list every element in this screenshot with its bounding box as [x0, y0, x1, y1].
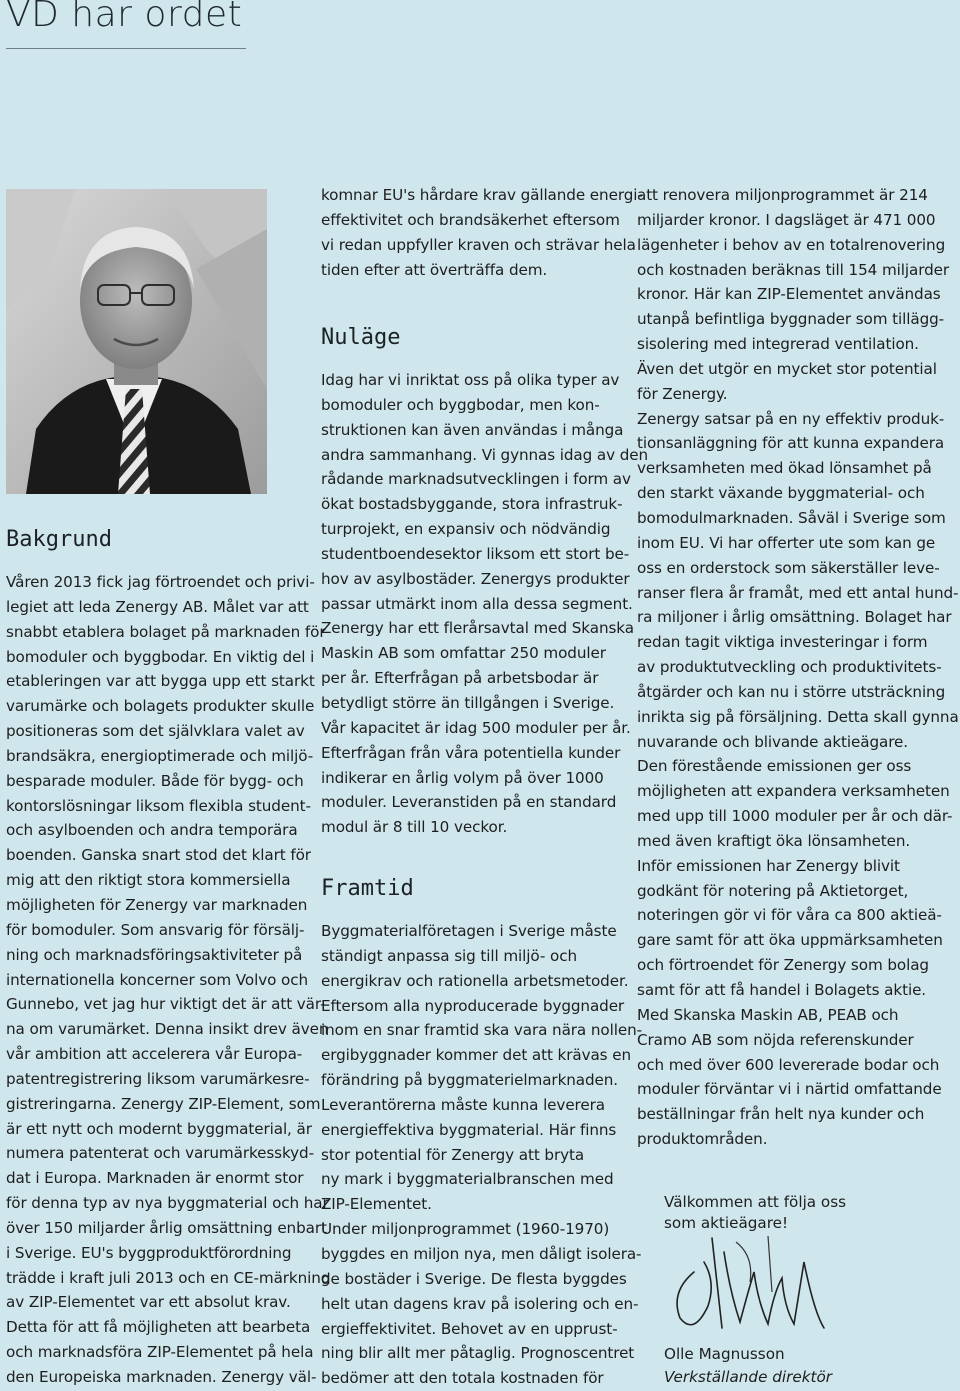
text-line: Under miljonprogrammet (1960-1970): [321, 1220, 610, 1239]
text-line: produktområden.: [637, 1130, 768, 1149]
text-line: per år. Efterfrågan på arbetsbodar är: [321, 669, 599, 688]
text-line: bedömer att den totala kostnaden för: [321, 1369, 604, 1388]
text-line: positioneras som det självklara valet av: [6, 722, 305, 741]
text-line: helt utan dagens krav på isolering och en-: [321, 1294, 639, 1313]
text-line: andra sammanhang. Vi gynnas idag av den: [321, 445, 649, 464]
text-line: noteringen gör vi för våra ca 800 aktieä-: [637, 906, 942, 925]
text-line: Eftersom alla nyproducerade byggnader: [321, 996, 625, 1015]
text-line: att renovera miljonprogrammet är 214: [637, 186, 928, 204]
text-line: inom en snar framtid ska vara nära nollen-: [321, 1021, 642, 1040]
text-line: byggdes en miljon nya, men dåligt isolera-: [321, 1244, 642, 1263]
text-line: Cramo AB som nöjda referenskunder: [637, 1030, 914, 1049]
text-line: Med Skanska Maskin AB, PEAB och: [637, 1005, 899, 1024]
text-line: vi redan uppfyller kraven och strävar hela: [321, 235, 636, 254]
text-line: bomoduler och byggbodar, men kon-: [321, 395, 600, 414]
text-line: miljarder kronor. I dagsläget är 471 000: [637, 210, 936, 229]
text-line: tiden efter att överträffa dem.: [321, 260, 548, 279]
text-line: sisolering med integrerad ventilation.: [637, 335, 919, 354]
text-line: Gunnebo, vet jag hur viktigt det är att vär-: [6, 995, 326, 1014]
text-line: med upp till 1000 moduler per år och där-: [637, 807, 953, 826]
text-line: Den förestående emissionen ger oss: [637, 757, 912, 776]
text-line: och med över 600 levererade bodar och: [637, 1055, 940, 1074]
text-line: åtgärder och kan nu i större utsträckning: [637, 682, 946, 701]
text-line: möjligheten att expandera verksamheten: [637, 782, 950, 801]
text-line: patentregistrering liksom varumärkesre-: [6, 1069, 310, 1088]
text-line: den Europeiska marknaden. Zenergy väl-: [6, 1368, 317, 1386]
text-line: inom EU. Vi har offerter ute som kan ge: [637, 533, 936, 552]
text-line: numera patenterat och varumärkesskyd-: [6, 1144, 314, 1163]
closing-line-1: Välkommen att följa oss: [664, 1193, 847, 1211]
text-line: hov av asylbostäder. Zenergys produkter: [321, 569, 630, 588]
text-line: ökat bostadsbyggande, stora infrastruk-: [321, 495, 623, 514]
text-line: varumärke och bolagets produkter skulle: [6, 697, 315, 716]
text-line: mig att den riktigt stora kommersiella: [6, 871, 291, 890]
text-line: Zenergy satsar på en ny effektiv produk-: [637, 409, 945, 428]
heading-bakgrund: Bakgrund: [6, 527, 112, 552]
text-line: bomoduler och byggbodar. En viktig del i: [6, 647, 315, 666]
text-line: Byggmaterialföretagen i Sverige måste: [321, 922, 617, 940]
text-line: stor potential för Zenergy att bryta: [321, 1145, 585, 1164]
column-2-section-framtid: [321, 919, 642, 1391]
column-2-intro: [321, 183, 643, 282]
text-line: modul är 8 till 10 veckor.: [321, 818, 508, 837]
text-line: lägenheter i behov av en totalrenovering: [637, 235, 946, 254]
page-title: VD har ordet: [6, 0, 243, 35]
text-line: redan tagit viktiga investeringar i form: [637, 633, 928, 652]
text-line: ning blir allt mer påtaglig. Prognoscentret: [321, 1344, 635, 1363]
text-line: oss en orderstock som säkerställer leve-: [637, 558, 940, 577]
text-line: möjligheten för Zenergy var marknaden: [6, 895, 308, 914]
text-line: ranser flera år framåt, med ett antal hund-: [637, 583, 959, 602]
text-line: samt för att få handel i Bolagets aktie.: [637, 981, 927, 999]
text-line: betydligt större än tillgången i Sverige.: [321, 693, 615, 712]
text-line: ra miljoner i årlig omsättning. Bolaget har: [637, 608, 952, 627]
text-line: gare samt för att öka uppmärksamheten: [637, 931, 943, 950]
text-line: komnar EU's hårdare krav gällande energi-: [321, 186, 643, 204]
text-line: moduler förväntar vi i närtid omfattande: [637, 1080, 942, 1099]
text-line: Leverantörerna måste kunna leverera: [321, 1095, 605, 1114]
text-line: bomodulmarknaden. Såväl i Sverige som: [637, 508, 946, 527]
text-line: legiet att leda Zenergy AB. Målet var att: [6, 597, 309, 616]
text-line: Efterfrågan från våra potentiella kunder: [321, 743, 621, 762]
text-line: den starkt växande byggmaterial- och: [637, 484, 925, 503]
text-line: ny mark i byggmaterialbranschen med: [321, 1170, 614, 1189]
text-line: passar utmärkt inom alla dessa segment.: [321, 594, 633, 613]
text-line: effektivitet och brandsäkerhet eftersom: [321, 210, 620, 229]
text-line: utanpå befintliga byggnader som tillägg-: [637, 310, 945, 329]
text-line: godkänt för notering på Aktietorget,: [637, 881, 909, 900]
text-line: struktionen kan även användas i många: [321, 420, 624, 439]
text-line: beställningar från helt nya kunder och: [637, 1105, 925, 1124]
text-line: ergibyggnader kommer det att krävas en: [321, 1046, 631, 1065]
text-line: ständigt anpassa sig till miljö- och: [321, 946, 577, 965]
text-line: för Zenergy.: [637, 384, 728, 403]
text-line: vår ambition att accelerera vår Europa-: [6, 1045, 303, 1064]
heading-framtid: Framtid: [321, 876, 414, 901]
heading-nulage: Nuläge: [321, 325, 401, 350]
text-line: Maskin AB som omfattar 250 moduler: [321, 644, 606, 663]
text-line: turprojekt, en expansiv och nödvändig: [321, 520, 611, 539]
text-line: Detta för att få möjligheten att bearbeta: [6, 1318, 311, 1337]
text-line: de bostäder i Sverige. De flesta byggdes: [321, 1269, 627, 1288]
text-line: energikrav och rationella arbetsmetoder.: [321, 971, 629, 990]
text-line: för denna typ av nya byggmaterial och har: [6, 1194, 329, 1213]
text-line: na om varumärket. Denna insikt drev även: [6, 1020, 329, 1039]
text-line: brandsäkra, energioptimerade och miljö-: [6, 746, 314, 765]
closing-line-2: som aktieägare!: [664, 1214, 789, 1232]
text-line: inrikta sig på försäljning. Detta skall gynna: [637, 707, 959, 726]
text-line: Även det utgör en mycket stor potential: [637, 359, 937, 378]
signatory-role: Verkställande direktör: [664, 1368, 832, 1386]
text-line: Zenergy har ett flerårsavtal med Skanska: [321, 619, 634, 638]
signatory: [664, 1343, 832, 1389]
signature-graphic: [664, 1232, 864, 1344]
text-line: kronor. Här kan ZIP-Elementet användas: [637, 285, 941, 304]
text-line: energieffektiva byggmaterial. Här finns: [321, 1120, 617, 1139]
text-line: Idag har vi inriktat oss på olika typer av: [321, 371, 620, 389]
text-line: moduler. Leveranstiden på en standard: [321, 793, 617, 812]
text-line: av ZIP-Elementet var ett absolut krav.: [6, 1293, 291, 1312]
portrait-photo: [6, 189, 267, 494]
text-line: trädde i kraft juli 2013 och en CE-märkning: [6, 1268, 331, 1287]
text-line: snabbt etablera bolaget på marknaden för: [6, 622, 326, 641]
text-line: kontorslösningar liksom flexibla student-: [6, 796, 311, 815]
text-line: indikerar en årlig volym på över 1000: [321, 768, 604, 787]
text-line: nuvarande och blivande aktieägare.: [637, 732, 908, 751]
text-line: och förtroendet för Zenergy som bolag: [637, 956, 929, 975]
text-line: och marknadsföra ZIP-Elementet på hela: [6, 1343, 314, 1362]
text-line: tionsanläggning för att kunna expandera: [637, 434, 945, 453]
text-line: ZIP-Elementet.: [321, 1195, 432, 1214]
signatory-name: Olle Magnusson: [664, 1345, 785, 1363]
text-line: etableringen var att bygga upp ett starkt: [6, 672, 315, 691]
text-line: i Sverige. EU's byggproduktförordning: [6, 1243, 292, 1262]
column-1-text: [6, 570, 330, 1390]
text-line: internationella koncerner som Volvo och: [6, 970, 308, 989]
column-3-text: [637, 183, 959, 1152]
text-line: ergieffektivitet. Behovet av en upprust-: [321, 1319, 618, 1338]
text-line: gistreringarna. Zenergy ZIP-Element, som: [6, 1094, 321, 1113]
text-line: är ett nytt och modernt byggmaterial, är: [6, 1119, 312, 1138]
text-line: och kostnaden beräknas till 154 miljarder: [637, 260, 950, 279]
text-line: förändring på byggmaterielmarknaden.: [321, 1071, 619, 1090]
text-line: Inför emissionen har Zenergy blivit: [637, 856, 900, 875]
text-line: med även kraftigt öka lönsamheten.: [637, 831, 911, 850]
text-line: dat i Europa. Marknaden är enormt stor: [6, 1169, 304, 1188]
title-divider: [6, 48, 246, 49]
closing-text: [664, 1192, 846, 1234]
text-line: ning och marknadsföringsaktiviteter på: [6, 945, 303, 964]
text-line: och asylboenden och andra temporära: [6, 821, 298, 840]
text-line: studentboendesektor liksom ett stort be-: [321, 544, 630, 563]
text-line: verksamheten med ökad lönsamhet på: [637, 459, 932, 478]
text-line: över 150 miljarder årlig omsättning enbart: [6, 1218, 327, 1237]
text-line: Våren 2013 fick jag förtroendet och privi-: [6, 573, 315, 591]
text-line: boenden. Ganska snart stod det klart för: [6, 846, 311, 865]
text-line: rådande marknadsutvecklingen i form av: [321, 470, 631, 489]
text-line: Vår kapacitet är idag 500 moduler per år.: [321, 718, 631, 737]
text-line: av produktutveckling och produktivitets-: [637, 658, 942, 677]
text-line: för bomoduler. Som ansvarig för försälj-: [6, 920, 305, 939]
text-line: besparade moduler. Både för bygg- och: [6, 771, 304, 790]
column-2-section-nulage: [321, 368, 648, 840]
